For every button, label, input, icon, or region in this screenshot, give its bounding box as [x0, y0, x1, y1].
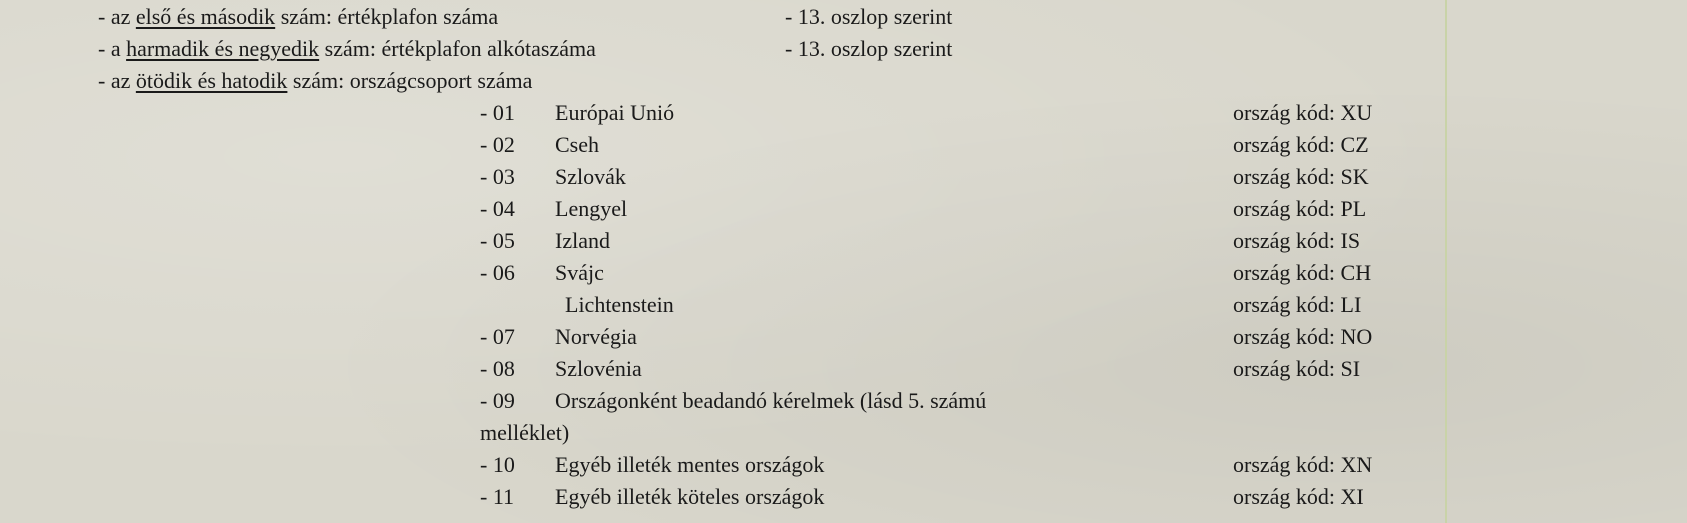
country-code: ország kód: SI [1233, 356, 1361, 381]
group-name: Egyéb illeték köteles országok [555, 484, 825, 509]
header-line-3-prefix: - az [98, 68, 136, 93]
header-line-2-suffix: szám: értékplafon alkótaszáma [319, 36, 596, 61]
group-name: Országonként beadandó kérelmek (lásd 5. számú [555, 388, 987, 413]
group-code: melléklet) [480, 420, 570, 445]
group-code: - 02 [480, 132, 515, 157]
header-line-1-ref: - 13. oszlop szerint [785, 4, 953, 29]
group-name: Egyéb illeték mentes országok [555, 452, 825, 477]
group-name: Lengyel [555, 196, 628, 221]
header-line-2-prefix: - a [98, 36, 127, 61]
group-name: Izland [555, 228, 610, 253]
group-name: Cseh [555, 132, 599, 157]
group-code: - 03 [480, 164, 515, 189]
country-code: ország kód: SK [1233, 164, 1369, 189]
country-code: ország kód: IS [1233, 228, 1361, 253]
page-margin-line [1445, 0, 1447, 523]
group-code: - 11 [480, 484, 515, 509]
country-code: ország kód: XU [1233, 100, 1373, 125]
group-name: Norvégia [555, 324, 637, 349]
group-code: - 05 [480, 228, 515, 253]
group-code: - 08 [480, 356, 515, 381]
header-line-1-prefix: - az [98, 4, 136, 29]
header-line-3 [98, 67, 532, 95]
country-code: ország kód: PL [1233, 196, 1367, 221]
group-code: - 10 [480, 452, 515, 477]
header-line-3-suffix: szám: országcsoport száma [287, 68, 533, 93]
group-code: - 01 [480, 100, 515, 125]
header-line-3-underlined: ötödik és hatodik [135, 68, 288, 93]
country-code: ország kód: XN [1233, 452, 1373, 477]
header-line-1-underlined: első és második [135, 4, 276, 29]
country-code: ország kód: LI [1233, 292, 1362, 317]
group-code: - 09 [480, 388, 515, 413]
group-code: - 07 [480, 324, 515, 349]
country-code: ország kód: XI [1233, 484, 1364, 509]
country-code: ország kód: CZ [1233, 132, 1369, 157]
country-code: ország kód: CH [1233, 260, 1372, 285]
country-code: ország kód: NO [1233, 324, 1373, 349]
header-line-1-suffix: szám: értékplafon száma [275, 4, 499, 29]
header-line-2-ref: - 13. oszlop szerint [785, 36, 953, 61]
group-name: Szlovénia [555, 356, 642, 381]
group-name: Szlovák [555, 164, 626, 189]
group-name: Lichtenstein [565, 292, 674, 317]
group-name: Európai Unió [555, 100, 675, 125]
header-line-2 [98, 35, 596, 63]
group-name: Svájc [555, 260, 604, 285]
header-line-1 [98, 3, 498, 31]
group-code: - 04 [480, 196, 515, 221]
header-line-2-underlined: harmadik és negyedik [126, 36, 320, 61]
group-code: - 06 [480, 260, 515, 285]
